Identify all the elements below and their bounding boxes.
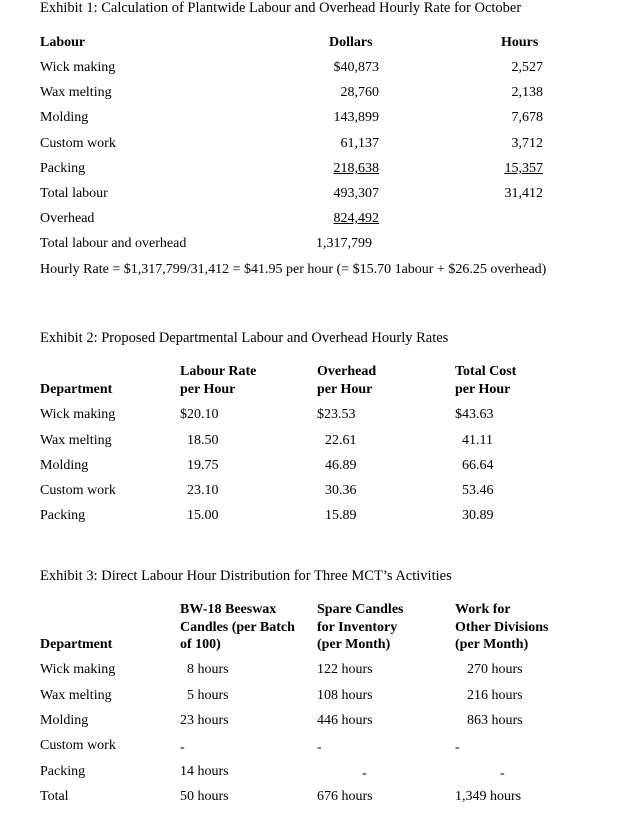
exhibit2-row-total: $43.63 (455, 407, 494, 422)
exhibit3-total-label: Total (40, 789, 69, 804)
exhibit3-title: Exhibit 3: Direct Labour Hour Distribution for Three MCT’s Activities (40, 568, 452, 584)
exhibit3-row-department: Packing (40, 764, 86, 779)
exhibit2-row-total: 66.64 (462, 458, 494, 473)
exhibit3-row-bw: 5 hours (187, 688, 229, 703)
exhibit3-row-work: - (500, 766, 505, 781)
exhibit3-header-bw-line1: BW-18 Beeswax (180, 602, 277, 617)
exhibit1-row-label: Wick making (40, 60, 116, 75)
exhibit3-row-bw: - (180, 740, 185, 755)
exhibit1-total-labour-hours: 31,412 (504, 186, 543, 201)
exhibit3-header-bw-line2: Candles (per Batch (180, 620, 295, 635)
exhibit2-header-overhead-line2: per Hour (317, 382, 373, 397)
exhibit2-row-labour: 23.10 (187, 483, 219, 498)
exhibit2-row-overhead: 30.36 (325, 483, 357, 498)
exhibit1-row-dollars: 143,899 (333, 110, 379, 125)
exhibit1-overhead-label: Overhead (40, 211, 95, 226)
exhibit2-row-overhead: 22.61 (325, 433, 357, 448)
exhibit2-row-department: Wick making (40, 407, 116, 422)
exhibit3-row-bw: 8 hours (187, 662, 229, 677)
exhibit1-row-hours: 2,527 (511, 60, 543, 75)
exhibit3-row-work: - (455, 740, 460, 755)
exhibit2-header-department: Department (40, 382, 113, 397)
exhibit2-header-total-line2: per Hour (455, 382, 511, 397)
exhibit3-total-spare: 676 hours (317, 789, 373, 804)
exhibit2-row-overhead: $23.53 (317, 407, 356, 422)
exhibit3-row-department: Custom work (40, 738, 116, 753)
exhibit3-total-work: 1,349 hours (455, 789, 522, 804)
exhibit2-row-total: 41.11 (462, 433, 493, 448)
exhibit2-row-total: 30.89 (462, 508, 494, 523)
exhibit2-row-department: Molding (40, 458, 89, 473)
exhibit2-title: Exhibit 2: Proposed Departmental Labour and Overhead Hourly Rates (40, 330, 449, 346)
exhibit2-row-overhead: 46.89 (325, 458, 357, 473)
exhibit1-title: Exhibit 1: Calculation of Plantwide Labour and Overhead Hourly Rate for October (40, 0, 522, 16)
exhibit3-row-work: 863 hours (467, 713, 523, 728)
exhibit2-header-overhead-line1: Overhead (317, 364, 377, 379)
exhibit3-row-spare: 122 hours (317, 662, 373, 677)
exhibit3-row-spare: - (317, 740, 322, 755)
exhibit3-row-bw: 23 hours (180, 713, 229, 728)
exhibit1-row-hours: 3,712 (511, 136, 543, 151)
exhibit2-row-overhead: 15.89 (325, 508, 357, 523)
exhibit2-row-total: 53.46 (462, 483, 494, 498)
exhibit1-row-dollars: 61,137 (340, 136, 379, 151)
exhibit1-row-dollars: $40,873 (333, 60, 379, 75)
exhibit3-row-work: 270 hours (467, 662, 523, 677)
exhibit3-row-department: Wax melting (40, 688, 112, 703)
exhibit2-header-labour-line1: Labour Rate (180, 364, 257, 379)
exhibit1-row-label: Custom work (40, 136, 116, 151)
exhibit1-row-label: Molding (40, 110, 89, 125)
exhibit1-row-label: Wax melting (40, 85, 112, 100)
exhibit1-header-dollars: Dollars (329, 35, 373, 50)
exhibit2-row-labour: 15.00 (187, 508, 219, 523)
exhibit1-row-hours: 15,357 (504, 161, 543, 176)
exhibit1-header-labour: Labour (40, 35, 86, 50)
exhibit3-row-department: Wick making (40, 662, 116, 677)
exhibit1-total-labour-label: Total labour (40, 186, 108, 201)
exhibit1-overhead-dollars: 824,492 (333, 211, 379, 226)
exhibit3-header-department: Department (40, 637, 113, 652)
exhibit2-header-total-line1: Total Cost (455, 364, 517, 379)
exhibit2-row-labour: 19.75 (187, 458, 219, 473)
exhibit1-total-labour-dollars: 493,307 (333, 186, 379, 201)
exhibit1-hourly-rate-line: Hourly Rate = $1,317,799/31,412 = $41.95 per hour (= $15.70 1abour + $26.25 overhead) (40, 262, 547, 277)
exhibit2-row-labour: $20.10 (180, 407, 219, 422)
exhibit3-header-bw-line3: of 100) (180, 637, 221, 652)
exhibit3-header-work-line3: (per Month) (455, 637, 529, 652)
exhibit1-row-dollars: 218,638 (333, 161, 379, 176)
exhibit1-row-label: Packing (40, 161, 86, 176)
exhibit1-row-dollars: 28,760 (340, 85, 379, 100)
exhibit3-row-department: Molding (40, 713, 89, 728)
exhibit3-header-spare-line1: Spare Candles (317, 602, 404, 617)
exhibit1-header-hours: Hours (501, 35, 539, 50)
exhibit2-row-department: Wax melting (40, 433, 112, 448)
exhibit3-header-work-line2: Other Divisions (455, 620, 549, 635)
exhibit2-row-department: Custom work (40, 483, 116, 498)
exhibit3-row-spare: 446 hours (317, 713, 373, 728)
exhibit3-header-spare-line3: (per Month) (317, 637, 391, 652)
exhibit1-total-label: Total labour and overhead (40, 236, 187, 251)
exhibit1-row-hours: 2,138 (511, 85, 543, 100)
exhibit3-row-bw: 14 hours (180, 764, 229, 779)
exhibit3-row-spare: - (362, 766, 367, 781)
exhibit3-row-spare: 108 hours (317, 688, 373, 703)
exhibit3-row-work: 216 hours (467, 688, 523, 703)
exhibit3-total-bw: 50 hours (180, 789, 229, 804)
exhibit3-header-spare-line2: for Inventory (317, 620, 398, 635)
exhibit1-total-dollars: 1,317,799 (316, 236, 372, 251)
exhibit2-row-labour: 18.50 (187, 433, 219, 448)
exhibit2-header-labour-line2: per Hour (180, 382, 236, 397)
exhibit2-row-department: Packing (40, 508, 86, 523)
exhibit3-header-work-line1: Work for (455, 602, 511, 617)
exhibit1-row-hours: 7,678 (511, 110, 543, 125)
